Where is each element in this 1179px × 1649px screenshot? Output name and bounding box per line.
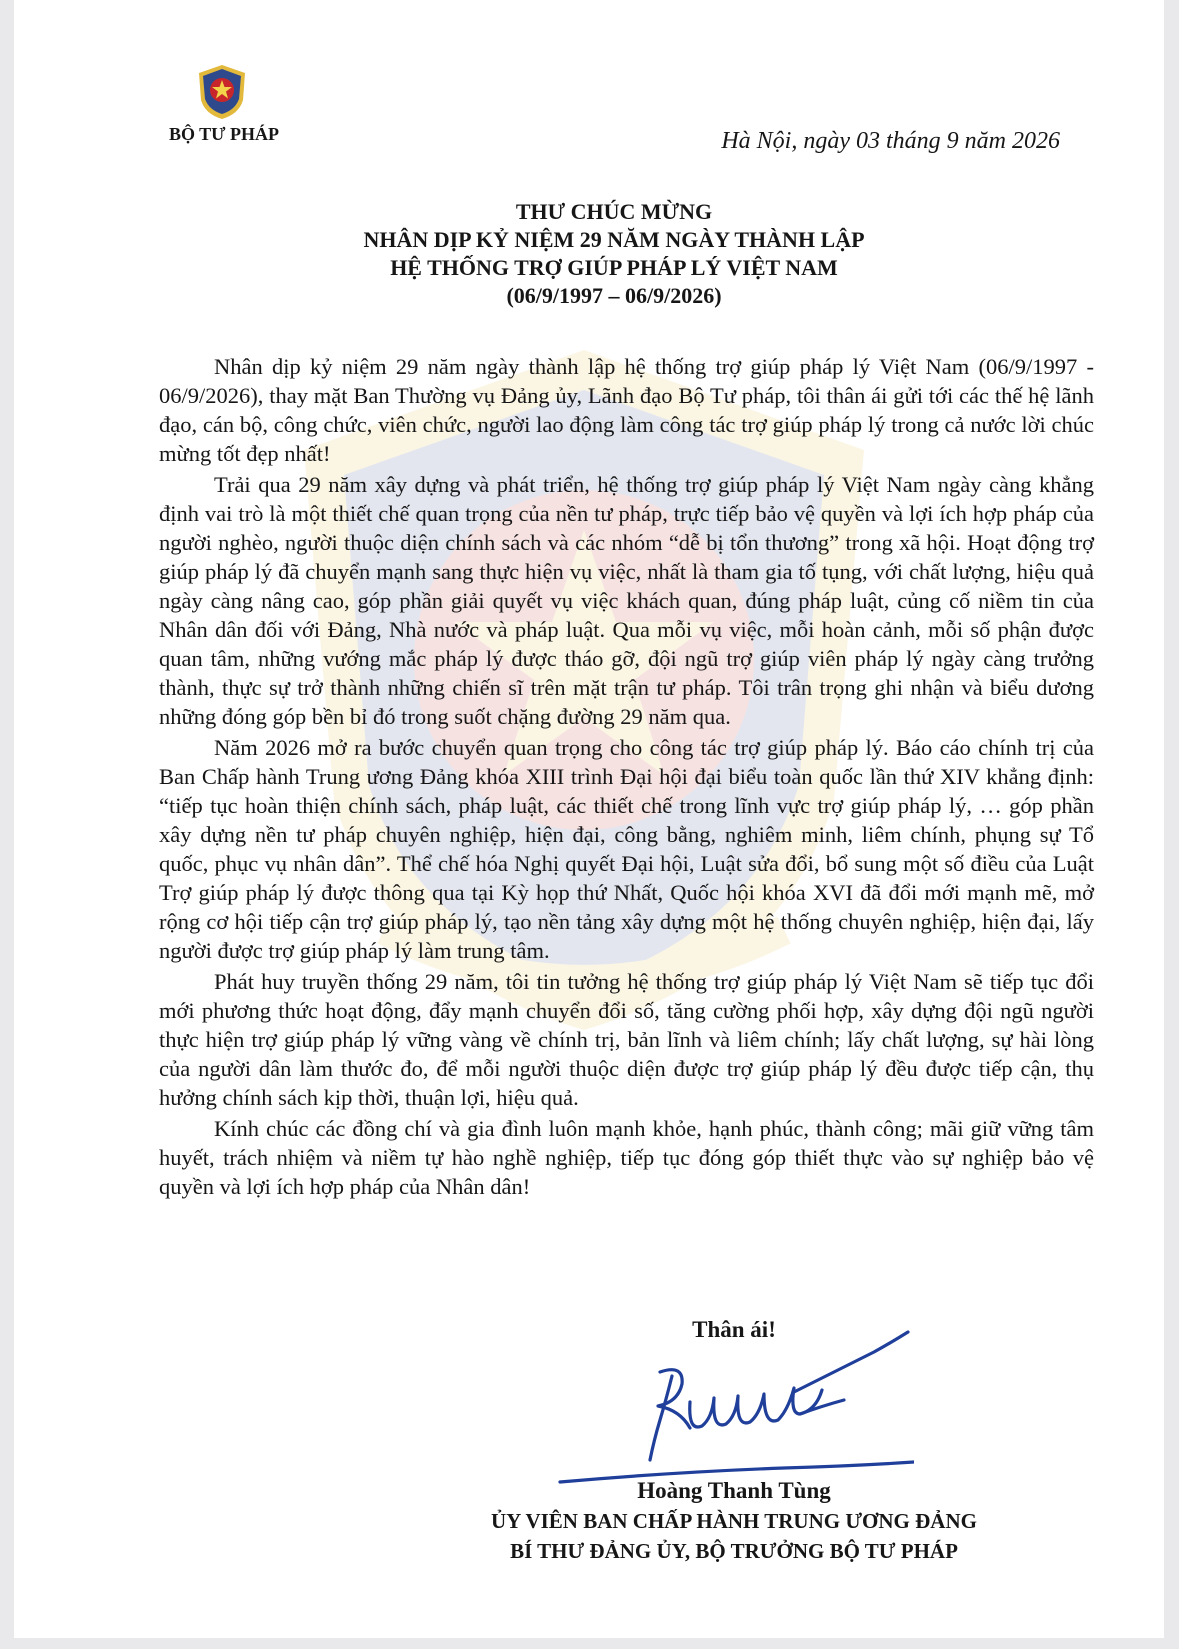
body-paragraph-5: Kính chúc các đồng chí và gia đình luôn mạnh khỏe, hạnh phúc, thành công; mãi giữ vững tâm huyết, trách nhiệm và niềm tự hào nghề nghiệp, tiếp tục đóng góp thiết thực vào sự nghiệp bảo vệ quyền và lợi ích hợp pháp của Nhân dân! (159, 1116, 1094, 1199)
title-line-4: (06/9/1997 – 06/9/2026) (506, 283, 722, 308)
title-line-1: THƯ CHÚC MỪNG (515, 199, 713, 224)
ministry-name: BỘ TƯ PHÁP (168, 124, 279, 144)
body-paragraph-2: Trải qua 29 năm xây dựng và phát triển, hệ thống trợ giúp pháp lý Việt Nam ngày càng khẳng định vai trò là một thiết chế quan trọng của nền tư pháp, trực tiếp bảo vệ quyền và lợi ích hợp pháp của người nghèo, người thuộc diện chính sách và các nhóm “dễ bị tổn thương” trong xã hội. Hoạt động trợ giúp pháp lý đã chuyển mạnh sang thực hiện vụ việc, nhất là tham gia tố tụng, với chất lượng, hiệu quả ngày càng nâng cao, góp phần giải quyết vụ việc khách quan, đúng pháp luật, củng cố niềm tin của Nhân dân đối với Đảng, Nhà nước và pháp luật. Qua mỗi vụ việc, mỗi hoàn cảnh, mỗi số phận được quan tâm, những vướng mắc pháp lý được tháo gỡ, đội ngũ trợ giúp viên pháp lý ngày càng trưởng thành, thực sự trở thành những chiến sĩ trên mặt trận tư pháp. Tôi trân trọng ghi nhận và biểu dương những đóng góp bền bỉ đó trong suốt chặng đường 29 năm qua. (159, 472, 1094, 729)
body-paragraph-3: Năm 2026 mở ra bước chuyển quan trọng cho công tác trợ giúp pháp lý. Báo cáo chính trị của Ban Chấp hành Trung ương Đảng khóa XIII trình Đại hội đại biểu toàn quốc lần thứ XIV khẳng định: “tiếp tục hoàn thiện chính sách, pháp luật, các thiết chế trong lĩnh vực trợ giúp pháp lý, … góp phần xây dựng nền tư pháp chuyên nghiệp, hiện đại, công bằng, nghiêm minh, liêm chính, phụng sự Tổ quốc, phục vụ nhân dân”. Thể chế hóa Nghị quyết Đại hội, Luật sửa đổi, bổ sung một số điều của Luật Trợ giúp pháp lý được thông qua tại Kỳ họp thứ Nhất, Quốc hội khóa XVI đã đổi mới mạnh mẽ, mở rộng cơ hội tiếp cận trợ giúp pháp lý, tạo nền tảng xây dựng một hệ thống chuyên nghiệp, hiện đại, lấy người được trợ giúp pháp lý làm trung tâm. (159, 735, 1094, 963)
place-date: Hà Nội, ngày 03 tháng 9 năm 2026 (721, 128, 1060, 154)
closing-greeting: Thân ái! (692, 1317, 776, 1342)
letter-title (264, 198, 964, 310)
signer-title-2: BÍ THƯ ĐẢNG ỦY, BỘ TRƯỞNG BỘ TƯ PHÁP (510, 1539, 958, 1563)
letter-page (14, 0, 1164, 1638)
title-line-2: NHÂN DỊP KỶ NIỆM 29 NĂM NGÀY THÀNH LẬP (363, 227, 865, 252)
body-paragraph-1: Nhân dịp kỷ niệm 29 năm ngày thành lập hệ thống trợ giúp pháp lý Việt Nam (06/9/1997 - 06/9/2026), thay mặt Ban Thường vụ Đảng ủy, Lãnh đạo Bộ Tư pháp, tôi thân ái gửi tới các thế hệ lãnh đạo, cán bộ, công chức, viên chức, người lao động làm công tác trợ giúp pháp lý trong cả nước lời chúc mừng tốt đẹp nhất! (159, 354, 1094, 466)
signer-title-1: ỦY VIÊN BAN CHẤP HÀNH TRUNG ƯƠNG ĐẢNG (491, 1509, 977, 1533)
signer-name: Hoàng Thanh Tùng (637, 1478, 831, 1503)
signature-image (554, 1310, 914, 1490)
title-line-3: HỆ THỐNG TRỢ GIÚP PHÁP LÝ VIỆT NAM (390, 255, 838, 280)
signer-block (434, 1476, 1034, 1566)
letter-body (159, 352, 1094, 1203)
ministry-emblem-icon (197, 64, 247, 120)
body-paragraph-4: Phát huy truyền thống 29 năm, tôi tin tưởng hệ thống trợ giúp pháp lý Việt Nam sẽ tiếp tục đổi mới phương thức hoạt động, đẩy mạnh chuyển đổi số, tăng cường phối hợp, xây dựng đội ngũ người thực hiện trợ giúp pháp lý vững vàng về chính trị, bản lĩnh và liêm chính; lấy chất lượng, sự hài lòng của người dân làm thước đo, để mỗi người thuộc diện được trợ giúp pháp lý đều được tiếp cận, thụ hưởng chính sách kịp thời, thuận lợi, hiệu quả. (159, 969, 1094, 1110)
